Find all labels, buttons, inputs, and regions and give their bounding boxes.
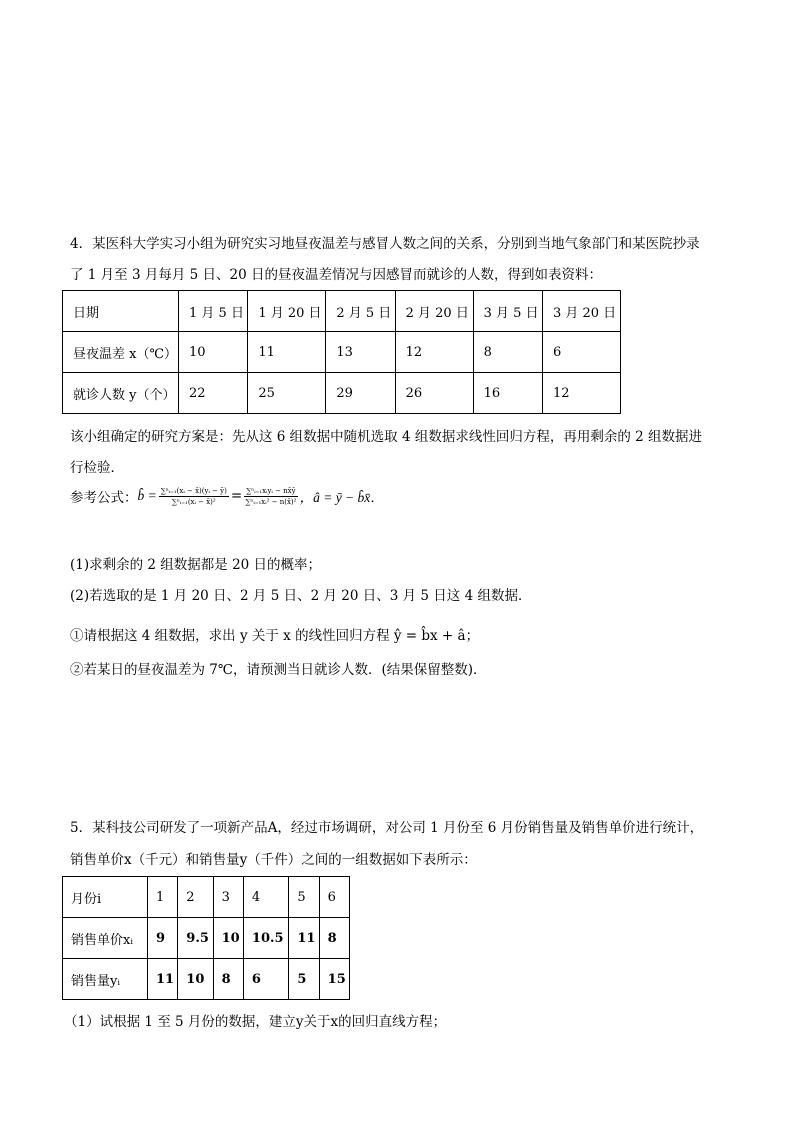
formula-equals: =: [230, 488, 243, 504]
problem4-question1: (1)求剩余的 2 组数据都是 20 日的概率；: [70, 557, 322, 573]
table-header-cell: 5: [289, 877, 319, 918]
table-cell: 8: [213, 959, 243, 1000]
table-header-cell: 3: [213, 877, 243, 918]
table-cell: 13: [326, 332, 395, 373]
table-header-cell: 6: [319, 877, 349, 918]
table-cell: 25: [248, 373, 326, 414]
table-row: [63, 959, 350, 1000]
reference-formula: [70, 486, 384, 506]
table-header-cell: 2 月 20 日: [395, 291, 473, 332]
table-row: [63, 877, 350, 918]
table-header-cell: 4: [243, 877, 288, 918]
problem4-question2: (2)若选取的是 1 月 20 日、2 月 5 日、2 月 20 日、3 月 5 日这 4 组数据．: [70, 588, 532, 604]
problem5-question1: （1）试根据 1 至 5 月份的数据，建立y关于x的回归直线方程；: [64, 1014, 447, 1030]
table-header-cell: 1 月 20 日: [248, 291, 326, 332]
table-cell: 销售单价xᵢ: [63, 918, 148, 959]
problem5-line1: 5．某科技公司研发了一项新产品A，经过市场调研，对公司 1 月份至 6 月份销售量及销售单价进行统计，: [70, 820, 704, 836]
fraction-denominator: ∑ⁿᵢ₌₁(xᵢ − x̄)²: [171, 497, 216, 506]
table-cell: 销售量yᵢ: [63, 959, 148, 1000]
problem4-line2: 了 1 月至 3 月每月 5 日、20 日的昼夜温差情况与因感冒而就诊的人数，得到如表资料：: [70, 267, 602, 283]
table-cell: 22: [179, 373, 248, 414]
table-cell: 6: [542, 332, 620, 373]
table-header-cell: 1: [148, 877, 178, 918]
problem4-question2b: ②若某日的昼夜温差为 7℃，请预测当日就诊人数．(结果保留整数)．: [70, 662, 487, 678]
table-header-cell: 月份i: [63, 877, 148, 918]
formula-label: 参考公式：: [70, 490, 138, 506]
table-row: [63, 918, 350, 959]
table-cell: 9: [148, 918, 178, 959]
table-cell: 8: [473, 332, 542, 373]
table-cell: 10: [179, 332, 248, 373]
table-header-cell: 2: [178, 877, 213, 918]
formula-fraction-2: [244, 487, 297, 506]
fraction-numerator: ∑ⁿᵢ₌₁(xᵢ − x̄)(yᵢ − ȳ): [160, 486, 227, 495]
table-cell: 26: [395, 373, 473, 414]
table-cell: 12: [542, 373, 620, 414]
table-cell: 10: [213, 918, 243, 959]
sales-table: [62, 876, 350, 1000]
fraction-denominator: ∑ⁿᵢ₌₁xᵢ² − n(x̄)²: [245, 497, 297, 506]
table-cell: 昼夜温差 x（℃）: [63, 332, 179, 373]
table-cell: 11: [148, 959, 178, 1000]
table-header-cell: 1 月 5 日: [179, 291, 248, 332]
table-cell: 12: [395, 332, 473, 373]
fraction-numerator: ∑ⁿᵢ₌₁xᵢyᵢ − nx̄ȳ: [246, 486, 296, 495]
table-header-cell: 日期: [63, 291, 179, 332]
problem4-line1: 4．某医科大学实习小组为研究实习地昼夜温差与感冒人数之间的关系，分别到当地气象部门和某医院抄录: [70, 236, 700, 252]
problem4-question2a: ①请根据这 4 组数据，求出 y 关于 x 的线性回归方程 ŷ = b̂x + â；: [70, 628, 480, 644]
formula-b-hat: b̂ =: [137, 488, 157, 503]
temperature-table: [62, 290, 621, 414]
problem4-plan-line1: 该小组确定的研究方案是：先从这 6 组数据中随机选取 4 组数据求线性回归方程，再用剩余的 2 组数据进: [70, 429, 703, 445]
table-header-cell: 3 月 20 日: [542, 291, 620, 332]
formula-fraction-1: [159, 487, 229, 506]
table-cell: 9.5: [178, 918, 213, 959]
problem5-line2: 销售单价x（千元）和销售量y（千件）之间的一组数据如下表所示：: [70, 852, 477, 868]
table-header-cell: 2 月 5 日: [326, 291, 395, 332]
table-row: [63, 291, 621, 332]
table-cell: 16: [473, 373, 542, 414]
table-cell: 11: [248, 332, 326, 373]
table-cell: 6: [243, 959, 288, 1000]
problem4-plan-line2: 行检验．: [70, 460, 124, 476]
table-row: [63, 332, 621, 373]
table-cell: 5: [289, 959, 319, 1000]
table-cell: 15: [319, 959, 349, 1000]
table-cell: 8: [319, 918, 349, 959]
table-cell: 10.5: [243, 918, 288, 959]
table-row: [63, 373, 621, 414]
table-header-cell: 3 月 5 日: [473, 291, 542, 332]
table-cell: 11: [289, 918, 319, 959]
formula-a-hat: ，â = ȳ − b̂x̄．: [299, 490, 384, 505]
table-cell: 10: [178, 959, 213, 1000]
table-cell: 29: [326, 373, 395, 414]
table-cell: 就诊人数 y（个）: [63, 373, 179, 414]
